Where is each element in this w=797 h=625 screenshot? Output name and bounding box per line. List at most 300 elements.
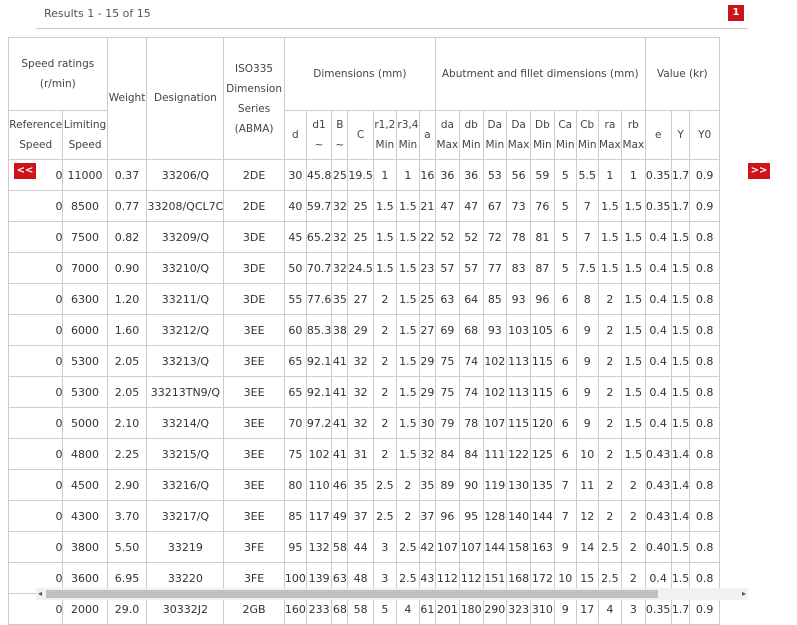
bearing-spec-table [8,37,720,625]
table-cell: 68 [332,594,348,625]
table-cell: 85.3 [306,315,332,346]
table-cell: 53 [483,160,507,191]
table-cell: 15 [576,563,598,594]
table-cell: 81 [531,222,555,253]
table-cell: 40 [284,191,306,222]
table-cell: 33214/Q [147,408,224,439]
dimension-subheader [348,111,374,160]
table-cell: 72 [483,222,507,253]
table-cell: 323 [507,594,531,625]
horizontal-scrollbar[interactable] [36,588,748,600]
table-cell: 29 [419,377,435,408]
table-cell: 87 [531,253,555,284]
table-cell: 59.7 [306,191,332,222]
table-cell: 76 [531,191,555,222]
table-cell: 92.1 [306,346,332,377]
table-cell: 77.6 [306,284,332,315]
table-cell: 14 [576,532,598,563]
table-cell: 41 [332,439,348,470]
table-cell: 0.37 [107,160,147,191]
header-line: Min [398,139,418,151]
table-cell: 1.5 [622,253,645,284]
table-cell: 7 [554,501,576,532]
table-cell: 107 [459,532,483,563]
table-cell: 1.5 [622,377,645,408]
table-cell: 0 [9,222,63,253]
table-cell: 1.5 [671,408,690,439]
table-cell: 95 [459,501,483,532]
table-cell: 49 [332,501,348,532]
scroll-right-arrow-icon[interactable]: ▸ [741,589,746,598]
table-cell: 2.05 [107,346,147,377]
table-cell: 3DE [224,222,285,253]
table-cell: 25 [348,191,374,222]
table-cell: 2.5 [396,532,419,563]
table-cell: 2 [622,501,645,532]
table-body [9,160,720,625]
table-row[interactable] [9,532,720,563]
table-cell: 0.8 [690,563,720,594]
table-cell: 32 [332,191,348,222]
header-line: Speed [19,139,53,151]
table-cell: 8500 [63,191,107,222]
table-cell: 33208/QCL7C [147,191,224,222]
table-cell: 63 [332,563,348,594]
table-cell: 0 [9,377,63,408]
header-line: Min [577,139,597,151]
table-row[interactable] [9,253,720,284]
table-cell: 45.8 [306,160,332,191]
table-cell: 48 [348,563,374,594]
table-cell: 0.4 [645,408,671,439]
table-row[interactable] [9,315,720,346]
table-cell: 74 [459,377,483,408]
table-cell: 23 [419,253,435,284]
table-cell: 2 [622,532,645,563]
table-cell: 2 [373,408,396,439]
header-line: Dimension [226,82,282,95]
table-cell: 151 [483,563,507,594]
table-cell: 33217/Q [147,501,224,532]
table-cell: 120 [531,408,555,439]
table-cell: 3800 [63,532,107,563]
table-cell: 1 [396,160,419,191]
table-cell: 0.4 [645,346,671,377]
table-cell: 3EE [224,315,285,346]
header-line: Min [533,139,552,151]
dimension-subheader [306,111,332,160]
table-cell: 5 [554,222,576,253]
table-cell: 0.43 [645,470,671,501]
table-cell: 160 [284,594,306,625]
table-cell: 1.60 [107,315,147,346]
table-cell: 57 [435,253,459,284]
table-cell: 58 [332,532,348,563]
table-row[interactable] [9,470,720,501]
table-cell: 41 [332,377,348,408]
table-cell: 201 [435,594,459,625]
table-cell: 95 [284,532,306,563]
table-cell: 35 [332,284,348,315]
table-cell: 3 [373,563,396,594]
table-cell: 2DE [224,191,285,222]
table-cell: 5300 [63,346,107,377]
table-cell: 140 [507,501,531,532]
table-cell: 2 [396,470,419,501]
table-cell: 2.90 [107,470,147,501]
table-cell: 9 [576,315,598,346]
table-cell: 2.05 [107,377,147,408]
table-cell: 168 [507,563,531,594]
dimension-subheader [332,111,348,160]
table-cell: 1 [622,160,645,191]
table-cell: 2 [598,377,621,408]
dimension-subheader [373,111,396,160]
table-cell: 75 [284,439,306,470]
table-cell: 2 [396,501,419,532]
table-cell: 2.5 [396,563,419,594]
table-cell: 1.5 [671,532,690,563]
table-cell: 7 [576,222,598,253]
table-cell: 0 [9,315,63,346]
header-line: B [336,119,344,131]
table-cell: 70.7 [306,253,332,284]
table-cell: 0 [9,439,63,470]
table-cell: 47 [435,191,459,222]
table-cell: 0.35 [645,594,671,625]
header-line: a [424,129,431,141]
table-cell: 144 [531,501,555,532]
table-cell: 0 [9,160,63,191]
table-cell: 1.5 [396,439,419,470]
results-count: Results 1 - 15 of 15 [44,7,151,20]
table-cell: 4500 [63,470,107,501]
table-cell: 6 [554,315,576,346]
header-line: da [440,119,454,131]
table-cell: 75 [435,377,459,408]
table-cell: 2 [373,439,396,470]
table-cell: 2.5 [373,501,396,532]
table-cell: 0.77 [107,191,147,222]
table-row[interactable] [9,501,720,532]
table-cell: 2 [373,377,396,408]
table-cell: 3 [373,532,396,563]
table-cell: 9 [554,594,576,625]
table-cell: 128 [483,501,507,532]
table-cell: 2.5 [598,532,621,563]
header-line: d [291,129,299,141]
table-cell: 9 [576,346,598,377]
table-cell: 0.8 [690,532,720,563]
header-line: Da [511,119,526,131]
table-cell: 6 [554,439,576,470]
table-cell: 0 [9,501,63,532]
weight-header: Weight [107,38,147,160]
table-cell: 1.5 [396,315,419,346]
table-cell: 32 [332,253,348,284]
value-subheader: Y [671,111,690,160]
table-cell: 77 [483,253,507,284]
table-cell: 0 [9,532,63,563]
table-cell: 6.95 [107,563,147,594]
table-cell: 64 [459,284,483,315]
table-cell: 57 [459,253,483,284]
scroll-right-button[interactable]: >> [748,163,770,179]
table-row[interactable] [9,284,720,315]
table-cell: 103 [507,315,531,346]
table-cell: 2 [373,284,396,315]
dimension-subheader [396,111,419,160]
table-row[interactable] [9,191,720,222]
value-header: Value (kr) [645,38,719,111]
table-cell: 33212/Q [147,315,224,346]
table-cell: 3 [622,594,645,625]
table-cell: 115 [531,377,555,408]
abutment-subheader [598,111,621,160]
table-cell: 70 [284,408,306,439]
table-cell: 5 [554,191,576,222]
table-cell: 35 [419,470,435,501]
table-cell: 32 [348,346,374,377]
header-line: Reference [9,119,63,131]
table-cell: 1.5 [598,222,621,253]
bearing-table-viewport [9,37,748,616]
table-cell: 119 [483,470,507,501]
table-row[interactable] [9,346,720,377]
table-cell: 0.8 [690,377,720,408]
table-cell: 80 [284,470,306,501]
table-cell: 97.2 [306,408,332,439]
table-cell: 41 [332,346,348,377]
scrollbar-thumb[interactable] [46,590,658,598]
table-cell: 1.5 [396,408,419,439]
table-cell: 0.40 [645,532,671,563]
table-row[interactable] [9,377,720,408]
table-row[interactable] [9,160,720,191]
table-cell: 1.5 [622,315,645,346]
table-cell: 56 [507,160,531,191]
table-cell: 6 [554,408,576,439]
table-cell: 2 [598,470,621,501]
table-cell: 122 [507,439,531,470]
table-cell: 1.20 [107,284,147,315]
table-cell: 112 [435,563,459,594]
header-line: Min [555,139,575,151]
table-cell: 172 [531,563,555,594]
table-cell: 0.9 [690,160,720,191]
table-cell: 5 [373,594,396,625]
table-cell: 5000 [63,408,107,439]
header-line: ~ [335,139,345,151]
table-cell: 135 [531,470,555,501]
table-row[interactable] [9,408,720,439]
table-cell: 2 [373,315,396,346]
table-cell: 0 [9,253,63,284]
table-cell: 60 [284,315,306,346]
table-cell: 3EE [224,501,285,532]
table-cell: 4800 [63,439,107,470]
table-cell: 1.4 [671,470,690,501]
scroll-left-arrow-icon[interactable]: ◂ [38,589,43,598]
page-1-button[interactable]: 1 [728,5,744,21]
table-cell: 33220 [147,563,224,594]
table-cell: 1.5 [396,377,419,408]
table-cell: 7500 [63,222,107,253]
table-cell: 3FE [224,532,285,563]
header-line: ra [604,119,616,131]
table-cell: 2GB [224,594,285,625]
table-cell: 33206/Q [147,160,224,191]
header-line: Min [461,139,481,151]
table-cell: 21 [419,191,435,222]
table-cell: 7000 [63,253,107,284]
table-cell: 83 [507,253,531,284]
table-cell: 1.7 [671,191,690,222]
table-cell: 1.5 [671,563,690,594]
table-cell: 11 [576,470,598,501]
table-cell: 19.5 [348,160,374,191]
table-cell: 0.90 [107,253,147,284]
table-cell: 3EE [224,408,285,439]
table-cell: 52 [435,222,459,253]
table-cell: 2.5 [373,470,396,501]
table-cell: 5300 [63,377,107,408]
table-cell: 0.4 [645,253,671,284]
table-cell: 144 [483,532,507,563]
header-line: Min [375,139,395,151]
table-cell: 0.8 [690,346,720,377]
dimension-subheader [419,111,435,160]
table-cell: 25 [348,222,374,253]
table-cell: 89 [435,470,459,501]
table-cell: 1.5 [622,191,645,222]
table-cell: 33210/Q [147,253,224,284]
table-row[interactable] [9,222,720,253]
table-cell: 25 [332,160,348,191]
table-cell: 65 [284,346,306,377]
header-line: Max [507,139,530,151]
header-line: Ca [558,119,573,131]
table-cell: 0.8 [690,315,720,346]
table-cell: 3EE [224,470,285,501]
table-cell: 74 [459,346,483,377]
table-cell: 75 [435,346,459,377]
table-cell: 111 [483,439,507,470]
table-cell: 42 [419,532,435,563]
table-cell: 1.7 [671,594,690,625]
table-cell: 1.4 [671,439,690,470]
table-cell: 3600 [63,563,107,594]
table-cell: 33219 [147,532,224,563]
table-cell: 1.5 [373,191,396,222]
table-cell: 84 [459,439,483,470]
table-cell: 33211/Q [147,284,224,315]
dimensions-header: Dimensions (mm) [284,38,435,111]
header-line: ~ [314,139,324,151]
table-cell: 0 [9,594,63,625]
table-cell: 1.5 [671,346,690,377]
table-cell: 1.5 [396,191,419,222]
table-cell: 96 [435,501,459,532]
table-cell: 44 [348,532,374,563]
table-cell: 78 [459,408,483,439]
header-line: C [356,129,365,141]
table-cell: 2 [598,346,621,377]
table-cell: 158 [507,532,531,563]
table-cell: 32 [348,377,374,408]
abutment-subheader [459,111,483,160]
table-cell: 0 [9,408,63,439]
table-cell: 7.5 [576,253,598,284]
table-cell: 52 [459,222,483,253]
table-cell: 2 [598,439,621,470]
table-cell: 3EE [224,439,285,470]
table-cell: 0.4 [645,284,671,315]
table-cell: 1.5 [598,253,621,284]
table-cell: 1.5 [373,253,396,284]
table-cell: 5.50 [107,532,147,563]
table-cell: 3FE [224,563,285,594]
header-line: Da [487,119,503,131]
table-cell: 17 [576,594,598,625]
table-cell: 6000 [63,315,107,346]
table-cell: 9 [576,377,598,408]
abutment-subheader [483,111,507,160]
header-line: r3,4 [397,119,419,131]
table-cell: 7 [576,191,598,222]
table-cell: 1.5 [373,222,396,253]
table-cell: 139 [306,563,332,594]
header-line: d1 [312,119,326,131]
table-cell: 79 [435,408,459,439]
table-cell: 125 [531,439,555,470]
table-cell: 2 [598,284,621,315]
table-cell: 3EE [224,346,285,377]
designation-header: Designation [147,38,224,160]
table-cell: 68 [459,315,483,346]
table-cell: 3EE [224,377,285,408]
table-cell: 4 [598,594,621,625]
table-cell: 78 [507,222,531,253]
table-cell: 1.5 [396,284,419,315]
abutment-subheader [531,111,555,160]
table-cell: 1.5 [622,222,645,253]
scroll-left-button[interactable]: << [14,163,36,179]
table-cell: 37 [348,501,374,532]
table-cell: 37 [419,501,435,532]
table-cell: 1.5 [671,253,690,284]
table-cell: 1.5 [396,253,419,284]
table-cell: 1 [373,160,396,191]
table-cell: 105 [531,315,555,346]
table-cell: 36 [435,160,459,191]
table-cell: 9 [576,408,598,439]
divider [36,28,748,29]
table-cell: 110 [306,470,332,501]
table-cell: 33213/Q [147,346,224,377]
table-cell: 102 [306,439,332,470]
table-cell: 90 [459,470,483,501]
table-cell: 1.5 [671,315,690,346]
table-cell: 1.5 [622,439,645,470]
table-cell: 0 [9,563,63,594]
table-row[interactable] [9,439,720,470]
table-cell: 0.4 [645,563,671,594]
table-cell: 58 [348,594,374,625]
header-line: Max [622,139,645,151]
table-cell: 5 [554,253,576,284]
table-cell: 2 [373,346,396,377]
